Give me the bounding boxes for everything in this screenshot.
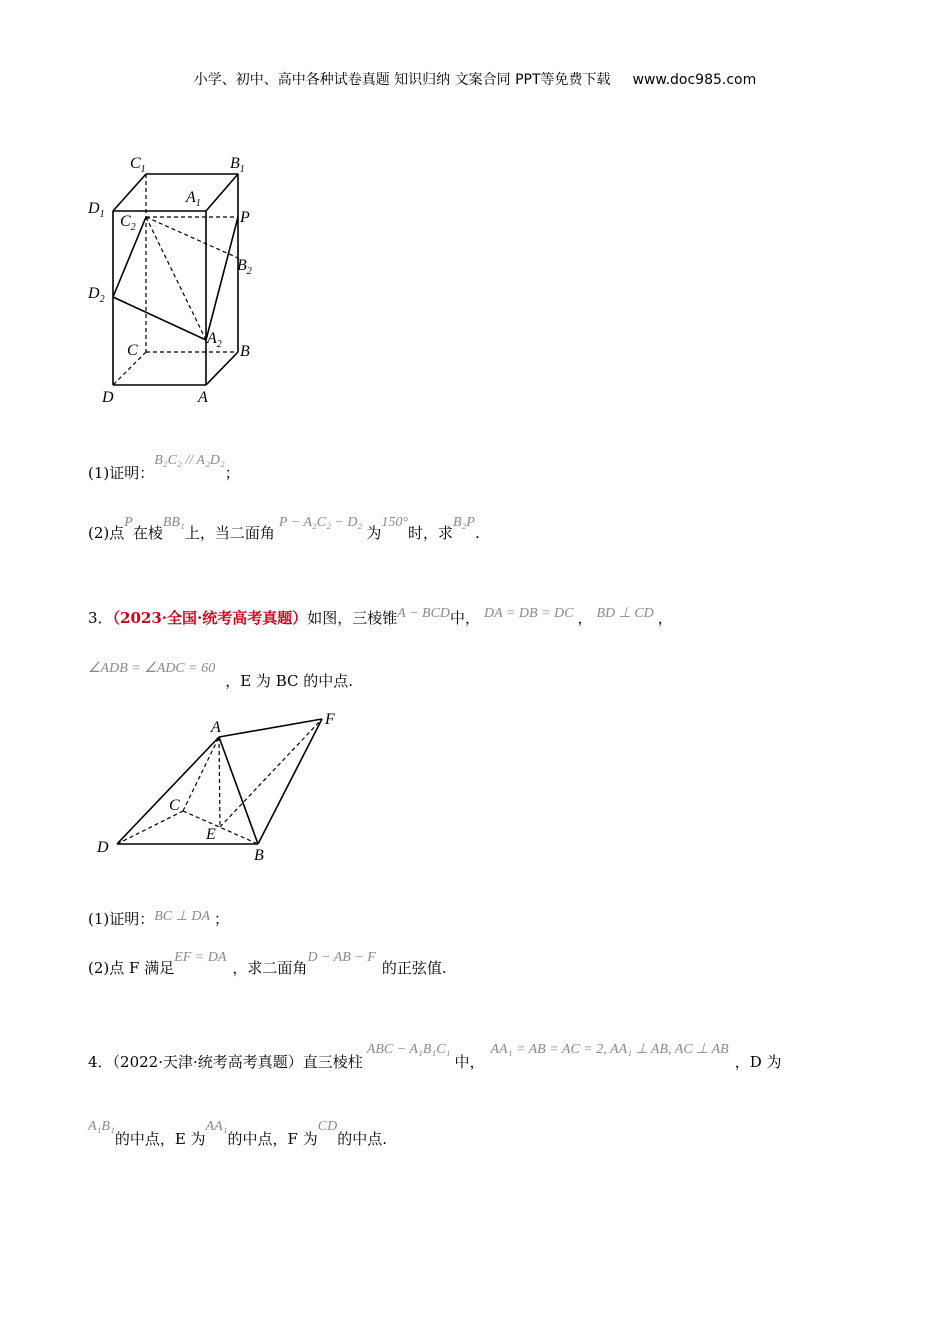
label-D1: $D_1$: [88, 200, 105, 220]
math-b2c2-parallel: B₂C₂ // A₂D₂: [154, 453, 225, 468]
tet-label-D: D: [97, 839, 109, 856]
q4-source: （2022·天津·统考高考真题）直三棱柱: [112, 1053, 363, 1071]
label-B1: $B_1$: [230, 155, 245, 175]
page-header: [0, 69, 950, 89]
q3-stem-line2: ∠ADB = ∠ADC = 60，E 为 BC 的中点.: [88, 661, 354, 690]
label-B2: $B_2$: [237, 257, 252, 277]
tet-label-C: C: [169, 797, 180, 814]
label-A: A: [198, 389, 208, 406]
label-C: C: [127, 342, 138, 359]
label-C1: $C_1$: [130, 155, 146, 175]
tet-label-A: A: [211, 719, 221, 736]
label-B: B: [240, 343, 250, 360]
q4-stem-line1: 4．（2022·天津·统考高考真题）直三棱柱ABC − A₁B₁C₁中，AA₁ = AB = AC = 2, AA₁ ⊥ AB, AC ⊥ AB，D 为: [88, 1042, 782, 1071]
header-text: 小学、初中、高中各种试卷真题 知识归纳 文案合同 PPT等免费下载: [193, 72, 611, 88]
figure-prism: [80, 150, 280, 410]
q3-source: （2023·全国·统考高考真题）: [112, 609, 308, 627]
figure-tetrahedron: [90, 708, 350, 868]
label-D2: $D_2$: [88, 285, 105, 305]
tet-label-E: E: [206, 826, 216, 843]
label-P: P: [240, 209, 250, 226]
tet-label-F: F: [325, 711, 335, 728]
label-D: D: [102, 389, 114, 406]
label-A2: $A_2$: [207, 330, 222, 350]
q2-part2: (2)点P在棱BB₁上，当二面角P − A₂C₂ − D₂为150°时，求B₂P.: [88, 515, 480, 542]
q3-part2: (2)点 F 满足EF = DA，求二面角D − AB − F的正弦值.: [88, 950, 447, 977]
q4-stem-line2: A₁B₁的中点，E 为AA₁的中点，F 为CD的中点.: [88, 1119, 387, 1148]
tet-label-B: B: [254, 847, 264, 864]
label-C2: $C_2$: [120, 213, 136, 233]
header-url: www.doc985.com: [632, 72, 757, 88]
q2-part1: (1)证明：B₂C₂ // A₂D₂；: [88, 453, 240, 482]
q3-stem-line1: 3．（2023·全国·统考高考真题）如图，三棱锥A − BCD中， DA = DB = DC ， BD ⊥ CD ，: [88, 606, 673, 627]
label-A1: $A_1$: [186, 189, 201, 209]
q3-part1: (1)证明：BC ⊥ DA ；: [88, 909, 230, 928]
